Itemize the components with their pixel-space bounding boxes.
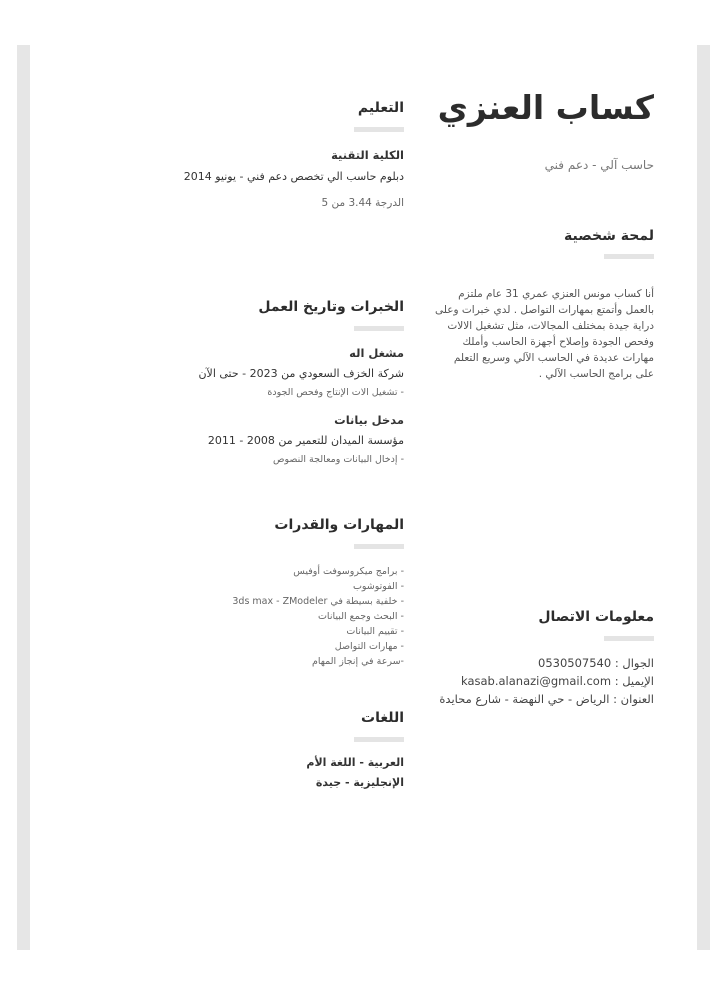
language-item: الإنجليزية - جيدة bbox=[315, 776, 404, 789]
contact-divider bbox=[604, 636, 654, 641]
education-institution: الكلية التقنية bbox=[331, 148, 404, 162]
name-block bbox=[434, 88, 654, 127]
skill-item: - تقييم البيانات bbox=[346, 626, 404, 637]
job-description: - تشغيل الات الإنتاج وفحص الجودة bbox=[267, 387, 404, 398]
job-company: شركة الخزف السعودي من 2023 - حتى الآن bbox=[198, 367, 404, 380]
page-edge-right bbox=[697, 45, 710, 950]
address-value: الرياض - حي النهضة - شارع محايدة bbox=[439, 692, 610, 706]
candidate-role: حاسب آلي - دعم فني bbox=[544, 158, 654, 172]
skills-list bbox=[144, 564, 404, 669]
contact-address: العنوان : الرياض - حي النهضة - شارع محايدة bbox=[439, 692, 654, 706]
education-heading: التعليم bbox=[357, 100, 404, 116]
education-section bbox=[144, 100, 404, 209]
job-1 bbox=[144, 346, 404, 398]
skill-item: - الفوتوشوب bbox=[352, 581, 404, 592]
experience-divider bbox=[354, 326, 404, 331]
profile-text: أنا كساب مونس العنزي عمري 31 عام ملتزم بالعمل وأتمتع بمهارات التواصل . لدي خبرات وعلى دراية جيدة بمختلف المجالات، مثل تشغيل الالات وفحص الجودة وإصلاح أجهزة الحاسب وأملك مهارات عديدة في الحاسب الآلي وسريع التعلم على برامج الحاسب الآلي . bbox=[435, 288, 654, 380]
contact-email: الإيميل : kasab.alanazi@gmail.com bbox=[461, 674, 654, 688]
contact-phone: الجوال : 0530507540 bbox=[538, 656, 654, 670]
education-degree: دبلوم حاسب الي تخصص دعم فني - يونيو 2014 bbox=[183, 170, 404, 183]
job-description: - إدخال البيانات ومعالجة النصوص bbox=[273, 454, 404, 465]
profile-section bbox=[434, 228, 654, 382]
job-title: مشغل اله bbox=[349, 346, 404, 360]
education-grade: الدرجة 3.44 من 5 bbox=[321, 197, 404, 209]
skill-item: - برامج ميكروسوفت أوفيس bbox=[293, 566, 404, 577]
page-edge-left bbox=[17, 45, 30, 950]
languages-heading: اللغات bbox=[361, 710, 404, 726]
contact-heading: معلومات الاتصال bbox=[538, 609, 654, 625]
skill-item: - مهارات التواصل bbox=[334, 641, 404, 652]
experience-section bbox=[144, 299, 404, 465]
email-value: kasab.alanazi@gmail.com bbox=[461, 674, 612, 688]
job-title: مدخل بيانات bbox=[334, 413, 404, 427]
skills-heading: المهارات والقدرات bbox=[274, 517, 404, 533]
experience-heading: الخبرات وتاريخ العمل bbox=[258, 299, 404, 315]
skill-item: - خلفية بسيطة في 3ds max - ZModeler bbox=[232, 596, 404, 607]
languages-section bbox=[144, 710, 404, 789]
skills-section bbox=[144, 517, 404, 669]
profile-heading: لمحة شخصية bbox=[564, 228, 654, 244]
education-divider bbox=[354, 127, 404, 132]
languages-divider bbox=[354, 737, 404, 742]
contact-section bbox=[434, 609, 654, 708]
profile-divider bbox=[604, 254, 654, 259]
phone-value: 0530507540 bbox=[538, 656, 612, 670]
language-item: العربية - اللغة الأم bbox=[306, 756, 404, 769]
candidate-name: كساب العنزي bbox=[437, 88, 654, 127]
skill-item: - البحث وجمع البيانات bbox=[317, 611, 404, 622]
job-2 bbox=[144, 413, 404, 465]
skill-item: -سرعة في إنجاز المهام bbox=[312, 656, 404, 667]
job-company: مؤسسة الميدان للتعمير من 2008 - 2011 bbox=[207, 434, 404, 447]
role-block bbox=[434, 158, 654, 172]
skills-divider bbox=[354, 544, 404, 549]
